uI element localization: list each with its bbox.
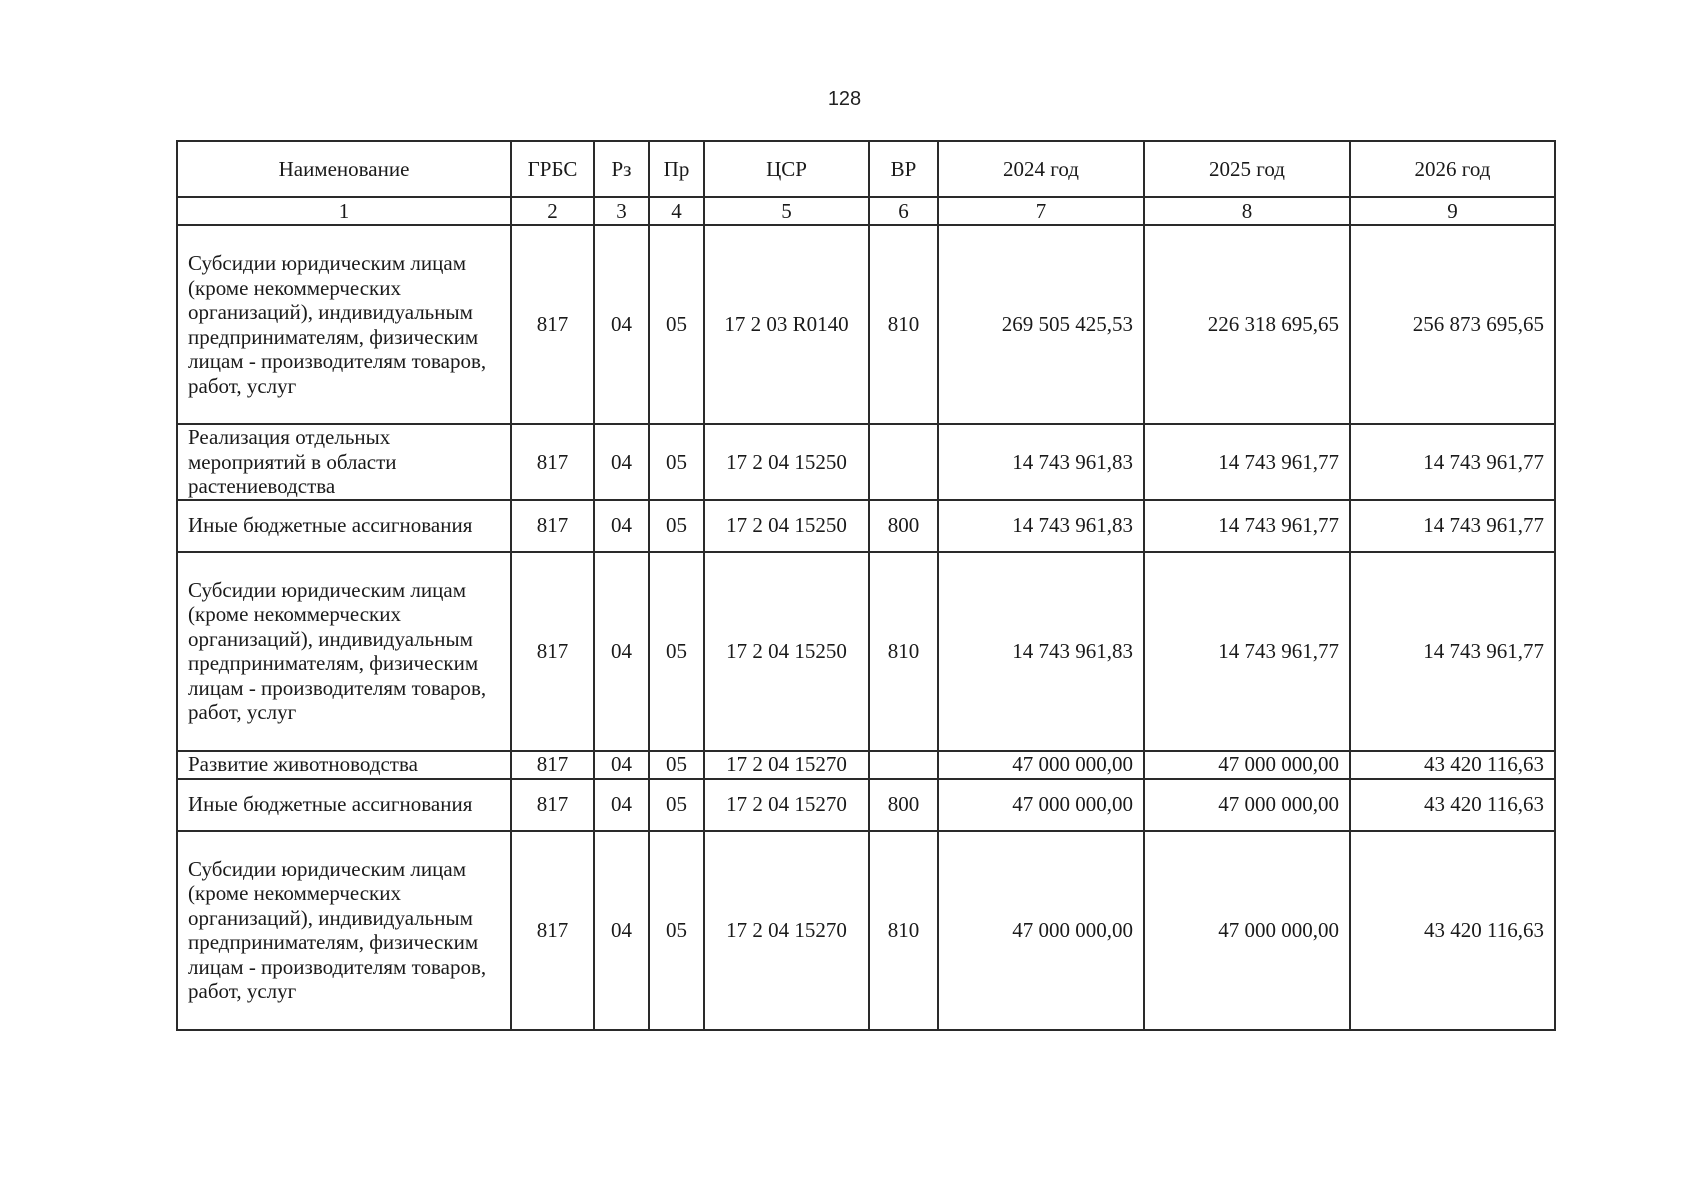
row-2024: 47 000 000,00 xyxy=(938,779,1144,831)
column-number-cell: 5 xyxy=(704,197,869,225)
row-2024: 47 000 000,00 xyxy=(938,751,1144,779)
row-rz: 04 xyxy=(594,779,649,831)
row-rz: 04 xyxy=(594,500,649,552)
table-row xyxy=(177,831,1555,1030)
table-row xyxy=(177,779,1555,831)
row-name: Развитие животноводства xyxy=(177,751,511,779)
table-row xyxy=(177,225,1555,424)
row-grbs: 817 xyxy=(511,779,594,831)
row-vr xyxy=(869,751,938,779)
row-2024: 14 743 961,83 xyxy=(938,500,1144,552)
row-pr: 05 xyxy=(649,225,704,424)
row-grbs: 817 xyxy=(511,552,594,751)
row-2025: 47 000 000,00 xyxy=(1144,779,1350,831)
row-pr: 05 xyxy=(649,831,704,1030)
column-number-cell: 8 xyxy=(1144,197,1350,225)
row-2024: 14 743 961,83 xyxy=(938,424,1144,500)
row-2026: 43 420 116,63 xyxy=(1350,779,1555,831)
header-cell: ГРБС xyxy=(511,141,594,197)
row-2024: 269 505 425,53 xyxy=(938,225,1144,424)
row-2026: 14 743 961,77 xyxy=(1350,500,1555,552)
row-2025: 47 000 000,00 xyxy=(1144,831,1350,1030)
row-rz: 04 xyxy=(594,831,649,1030)
row-csr: 17 2 04 15270 xyxy=(704,751,869,779)
row-csr: 17 2 04 15270 xyxy=(704,831,869,1030)
row-grbs: 817 xyxy=(511,424,594,500)
column-number-cell: 7 xyxy=(938,197,1144,225)
row-pr: 05 xyxy=(649,779,704,831)
column-number-cell: 1 xyxy=(177,197,511,225)
row-grbs: 817 xyxy=(511,751,594,779)
column-number-row xyxy=(177,197,1555,225)
table-row xyxy=(177,424,1555,500)
row-rz: 04 xyxy=(594,751,649,779)
row-2025: 47 000 000,00 xyxy=(1144,751,1350,779)
row-2026: 14 743 961,77 xyxy=(1350,424,1555,500)
row-pr: 05 xyxy=(649,552,704,751)
row-name: Иные бюджетные ассигнования xyxy=(177,500,511,552)
row-vr: 800 xyxy=(869,779,938,831)
row-2026: 256 873 695,65 xyxy=(1350,225,1555,424)
row-pr: 05 xyxy=(649,500,704,552)
header-cell: ЦСР xyxy=(704,141,869,197)
table-row xyxy=(177,751,1555,779)
row-vr: 810 xyxy=(869,225,938,424)
row-pr: 05 xyxy=(649,751,704,779)
column-number-cell: 6 xyxy=(869,197,938,225)
row-grbs: 817 xyxy=(511,500,594,552)
header-cell: 2024 год xyxy=(938,141,1144,197)
header-row xyxy=(177,141,1555,197)
row-2024: 47 000 000,00 xyxy=(938,831,1144,1030)
header-cell: 2025 год xyxy=(1144,141,1350,197)
header-cell: Пр xyxy=(649,141,704,197)
row-pr: 05 xyxy=(649,424,704,500)
column-number-cell: 3 xyxy=(594,197,649,225)
row-2026: 43 420 116,63 xyxy=(1350,831,1555,1030)
row-csr: 17 2 04 15250 xyxy=(704,424,869,500)
row-name: Реализация отдельных мероприятий в области растениеводства xyxy=(177,424,511,500)
row-vr: 810 xyxy=(869,552,938,751)
row-2024: 14 743 961,83 xyxy=(938,552,1144,751)
row-csr: 17 2 04 15250 xyxy=(704,500,869,552)
table-row xyxy=(177,552,1555,751)
row-2026: 43 420 116,63 xyxy=(1350,751,1555,779)
row-csr: 17 2 03 R0140 xyxy=(704,225,869,424)
row-2026: 14 743 961,77 xyxy=(1350,552,1555,751)
row-vr xyxy=(869,424,938,500)
row-name: Субсидии юридическим лицам (кроме некоммерческих организаций), индивидуальным предпринимателям, физическим лицам - производителям товаров, работ, услуг xyxy=(177,831,511,1030)
row-rz: 04 xyxy=(594,424,649,500)
budget-table xyxy=(176,140,1556,1031)
table-row xyxy=(177,500,1555,552)
row-name: Субсидии юридическим лицам (кроме некоммерческих организаций), индивидуальным предпринимателям, физическим лицам - производителям товаров, работ, услуг xyxy=(177,225,511,424)
row-vr: 810 xyxy=(869,831,938,1030)
row-rz: 04 xyxy=(594,552,649,751)
row-grbs: 817 xyxy=(511,831,594,1030)
row-2025: 14 743 961,77 xyxy=(1144,424,1350,500)
column-number-cell: 2 xyxy=(511,197,594,225)
row-2025: 14 743 961,77 xyxy=(1144,500,1350,552)
row-name: Субсидии юридическим лицам (кроме некоммерческих организаций), индивидуальным предпринимателям, физическим лицам - производителям товаров, работ, услуг xyxy=(177,552,511,751)
row-name: Иные бюджетные ассигнования xyxy=(177,779,511,831)
header-cell: Наименование xyxy=(177,141,511,197)
header-cell: 2026 год xyxy=(1350,141,1555,197)
row-csr: 17 2 04 15250 xyxy=(704,552,869,751)
row-csr: 17 2 04 15270 xyxy=(704,779,869,831)
row-rz: 04 xyxy=(594,225,649,424)
column-number-cell: 4 xyxy=(649,197,704,225)
header-cell: Рз xyxy=(594,141,649,197)
row-vr: 800 xyxy=(869,500,938,552)
row-grbs: 817 xyxy=(511,225,594,424)
column-number-cell: 9 xyxy=(1350,197,1555,225)
row-2025: 14 743 961,77 xyxy=(1144,552,1350,751)
page-number: 128 xyxy=(827,88,862,110)
header-cell: ВР xyxy=(869,141,938,197)
row-2025: 226 318 695,65 xyxy=(1144,225,1350,424)
